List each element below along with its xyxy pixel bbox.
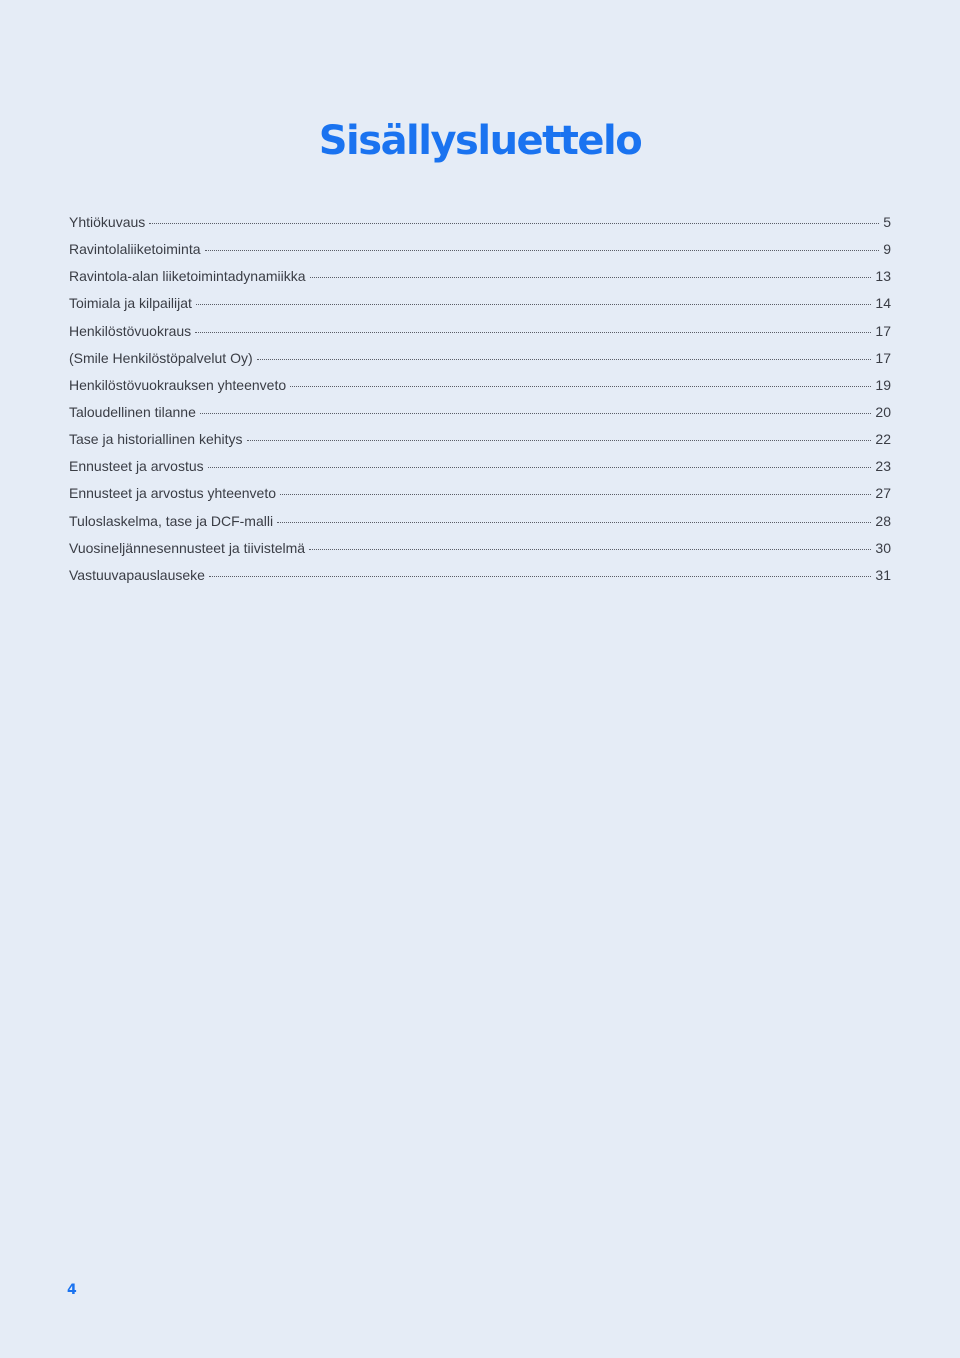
toc-entry-label: (Smile Henkilöstöpalvelut Oy) <box>69 349 253 366</box>
page-title: Sisällysluettelo <box>318 118 642 164</box>
toc-entry-label: Henkilöstövuokraus <box>69 322 192 339</box>
toc-entry[interactable] <box>69 293 891 320</box>
toc-dot-leader <box>277 508 871 523</box>
toc-entry[interactable] <box>69 212 891 239</box>
toc-entry[interactable] <box>69 538 891 565</box>
toc-dot-leader <box>310 263 872 278</box>
toc-entry[interactable] <box>69 565 891 592</box>
toc-entry-label: Taloudellinen tilanne <box>69 403 196 420</box>
toc-entry-label: Henkilöstövuokrauksen yhteenveto <box>69 376 287 393</box>
page-number: 4 <box>67 1282 77 1298</box>
toc-entry-page: 19 <box>875 376 891 393</box>
toc-entry-page: 14 <box>875 295 891 312</box>
toc-entry-label: Tuloslaskelma, tase ja DCF-malli <box>69 512 274 529</box>
toc-entry-label: Toimiala ja kilpailijat <box>69 295 192 312</box>
toc-entry-label: Ravintola-alan liiketoimintadynamiikka <box>69 268 306 285</box>
toc-dot-leader <box>208 453 872 468</box>
toc-entry-page: 17 <box>875 349 891 366</box>
toc-dot-leader <box>196 290 871 305</box>
toc-dot-leader <box>257 345 872 360</box>
toc-entry[interactable] <box>69 348 891 375</box>
toc-entry-label: Ennusteet ja arvostus yhteenveto <box>69 485 277 502</box>
toc-entry-page: 5 <box>883 214 891 230</box>
toc-entry[interactable] <box>69 483 891 510</box>
toc-entry-label: Ennusteet ja arvostus <box>69 458 204 475</box>
toc-entry[interactable] <box>69 266 891 293</box>
toc-dot-leader <box>280 480 871 495</box>
toc-dot-leader <box>209 562 871 577</box>
toc-entry[interactable] <box>69 321 891 348</box>
toc-entry-label: Vastuuvapauslauseke <box>69 566 205 583</box>
toc-dot-leader <box>309 535 871 550</box>
toc-entry-page: 28 <box>875 512 891 529</box>
toc-entry-page: 13 <box>875 268 891 285</box>
toc-dot-leader <box>195 318 871 333</box>
toc-entry-label: Ravintolaliiketoiminta <box>69 241 201 258</box>
toc-entry-page: 23 <box>875 458 891 475</box>
toc-entry[interactable] <box>69 456 891 483</box>
toc-entry[interactable] <box>69 511 891 538</box>
toc-entry-page: 30 <box>875 539 891 556</box>
table-of-contents <box>69 212 891 592</box>
toc-entry[interactable] <box>69 375 891 402</box>
toc-entry-page: 27 <box>875 485 891 502</box>
toc-entry-page: 22 <box>875 431 891 448</box>
toc-entry-page: 31 <box>875 566 891 583</box>
toc-entry-page: 9 <box>883 241 891 258</box>
toc-dot-leader <box>290 372 871 387</box>
toc-entry-page: 17 <box>875 322 891 339</box>
toc-entry-label: Yhtiökuvaus <box>69 214 146 230</box>
toc-dot-leader <box>205 236 880 251</box>
toc-entry-page: 20 <box>875 403 891 420</box>
toc-entry[interactable] <box>69 429 891 456</box>
toc-dot-leader <box>149 209 879 224</box>
toc-dot-leader <box>200 399 872 414</box>
toc-entry[interactable] <box>69 239 891 266</box>
toc-entry[interactable] <box>69 402 891 429</box>
toc-entry-label: Vuosineljännesennusteet ja tiivistelmä <box>69 539 306 556</box>
toc-entry-label: Tase ja historiallinen kehitys <box>69 431 243 448</box>
toc-dot-leader <box>247 426 872 441</box>
